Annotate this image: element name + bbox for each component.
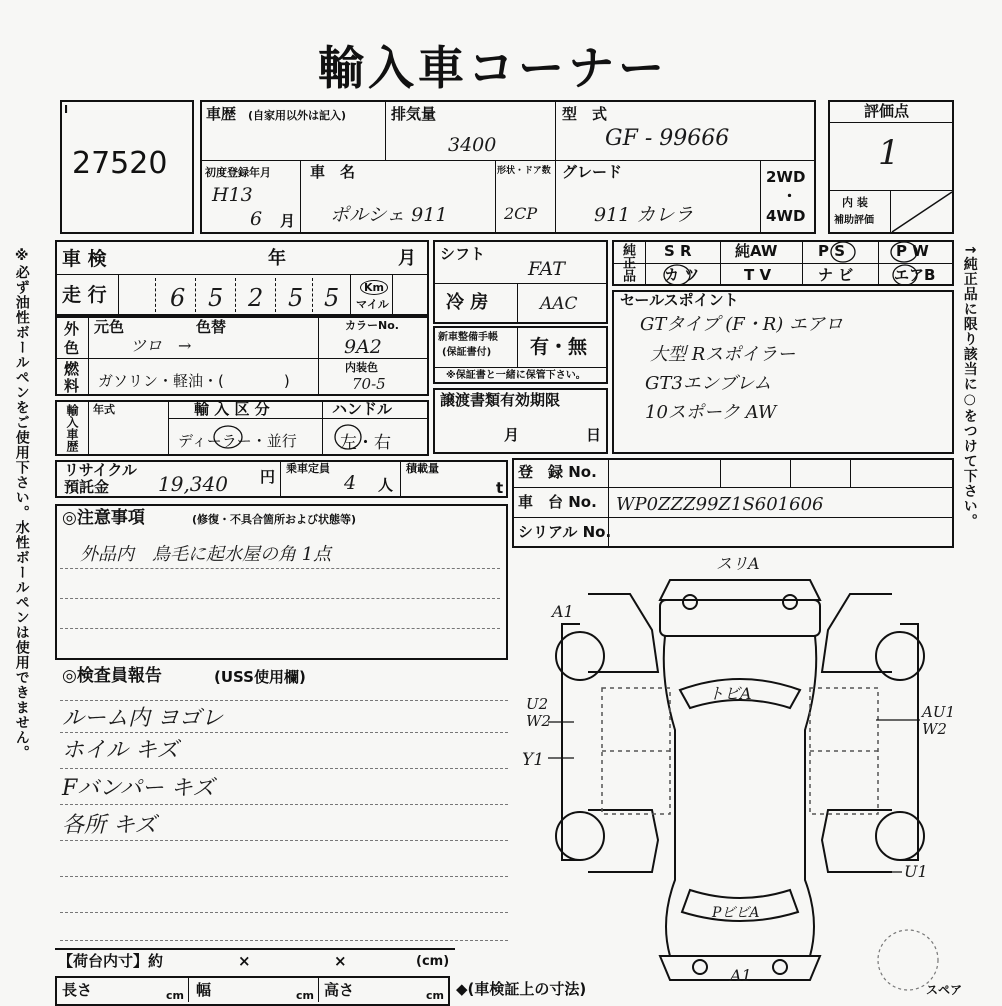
rating-label: 評価点 [864,102,910,120]
int-color-value: 70-5 [352,375,386,393]
lot-number: 27520 [72,146,168,181]
person-unit: 人 [378,476,394,494]
option-aw: 純AW [735,242,778,260]
grade-label: グレード [562,163,623,181]
chassis-label: 車 台 No. [518,493,597,511]
warranty-value: 有・無 [530,336,588,358]
mark-right-mid: AU1 W2 [922,703,956,738]
km-unit: Km [360,280,388,295]
option-pw: P W [896,242,929,260]
mile-unit: マイル [356,298,389,311]
interior-sub: 補助評価 [834,215,874,226]
page-title: 輸入車コーナー [318,41,668,95]
inspector-sub: (USS使用欄) [214,668,306,686]
inspector-label: ◎検査員報告 [62,666,162,686]
shift-label: シフト [440,245,486,263]
length-label: 長さ [62,981,93,999]
sales-point-4: 10スポーク AW [645,402,777,423]
genuine-label: 純正品 [620,243,635,282]
left-note: ※必ず油性ボールペンをご使用下さい。水性ボールペンは使用できません。 [13,248,30,760]
option-ps: P S [818,242,846,260]
grade-value: 911 カレラ [594,204,694,226]
shaken-label: 車 検 [62,248,107,270]
orig-color-value: ツロ → [130,336,192,355]
mark-left-y: Y1 [522,750,545,770]
mileage-digit-2: 5 [208,284,224,312]
first-reg-month: 6 [250,208,263,230]
mileage-digit-4: 5 [288,284,304,312]
ac-value: AAC [540,294,578,314]
model-value: GF - 99666 [605,126,730,151]
displacement-value: 3400 [448,134,497,156]
shaken-month-unit: 月 [398,248,416,269]
capacity-value: 4 [344,472,357,494]
model-label: 型 式 [562,105,608,123]
ton-unit: t [496,479,504,497]
rating-slash [890,190,954,234]
cargo-label: 【荷台内寸】約 [58,952,164,970]
mileage-digit-5: 5 [324,284,340,312]
car-name-label: 車 名 [310,163,356,181]
mileage-label: 走 行 [62,284,107,306]
right-note: ↑純正品に限り該当に○をつけて下さい。 [961,244,978,529]
warranty-label: 新車整備手帳 [438,332,498,343]
reg-label: 登 録 No. [518,463,597,481]
displacement-label: 排気量 [391,105,437,123]
inspector-note-4: 各所 キズ [62,813,157,838]
ac-label: 冷 房 [446,292,489,313]
sales-point-2: 大型 Rスポイラー [650,344,796,365]
import-type-value: ディーラー・並行 [178,432,297,450]
transfer-month-unit: 月 [504,426,520,444]
transfer-label: 譲渡書類有効期限 [440,391,561,409]
recycle-amount: 19,340 [158,472,228,496]
inspector-note-3: Fバンパー キズ [62,776,215,801]
width-label: 幅 [196,981,212,999]
mark-right-rear: U1 [904,862,928,881]
car-name-value: ポルシェ 911 [330,204,448,226]
sales-point-3: GT3エンブレム [645,373,772,394]
mark-left-mid: U2 W2 [526,695,551,730]
spare-label: スペア [926,983,963,997]
ext-color-label-1: 外 [64,320,80,338]
shift-value: FAT [528,258,565,280]
transfer-day-unit: 日 [586,426,602,444]
option-airbag: エアB [894,266,936,284]
capacity-label: 乗車定員 [286,462,330,475]
import-type-label: 輸 入 区 分 [194,400,270,418]
int-color-label: 内装色 [345,361,378,374]
rating-value: 1 [878,133,900,173]
notes-label: ◎注意事項 [62,508,145,528]
length-cm: cm [166,989,184,1002]
history-label: 車歴 [206,105,237,123]
vehicle-cert-note: ◆(車検証上の寸法) [456,980,587,998]
width-cm: cm [296,989,314,1002]
sales-point-label: セールスポイント [620,291,739,309]
mileage-digit-3: 2 [248,284,264,312]
color-no-value: 9A2 [344,336,382,358]
cargo-times-1: × [238,952,251,970]
recycle-label-2: 預託金 [64,478,110,496]
load-label: 積載量 [406,462,439,475]
ext-color-label-2: 色 [64,339,80,357]
height-label: 高さ [324,981,355,999]
history-note: (自家用以外は記入) [248,109,347,122]
drive-4wd: 4WD [766,207,806,225]
sales-point-1: GTタイプ (F・R) エアロ [640,314,844,335]
option-sr: S R [664,242,692,260]
car-diagram [540,560,963,1000]
handle-label: ハンドル [332,400,393,418]
drive-2wd: 2WD [766,168,806,186]
serial-label: シリアル No. [518,523,612,541]
first-reg-month-unit: 月 [280,212,296,230]
import-history-label: 輸入車歴 [65,404,79,452]
body-label: 形状・ドア数 [497,166,551,176]
option-tv: T V [744,266,772,284]
repaint-label: 色替 [196,318,227,336]
fuel-options: ガソリン・軽油・( ) [98,372,290,390]
first-reg-label: 初度登録年月 [205,166,271,179]
warranty-note: ※保証書と一緒に保管下さい。 [446,370,586,381]
mark-top: スリA [716,554,760,573]
option-circles [612,240,954,286]
body-value: 2CP [504,204,538,223]
inspector-note-1: ルーム内 ヨゴレ [62,706,223,731]
cargo-cm-paren: (cm) [416,954,450,969]
recycle-label-1: リサイクル [64,461,137,479]
lot-prefix: I [64,103,69,116]
inspector-note-2: ホイル キズ [62,738,179,763]
shaken-year-unit: 年 [268,248,286,269]
warranty-sub: (保証書付) [442,347,492,358]
orig-color-label: 元色 [94,318,125,336]
fuel-label-1: 燃 [64,360,80,378]
import-circles [168,418,429,456]
option-cassette: カ ツ [664,266,700,284]
handle-value: 左・右 [340,433,391,453]
note-line-1: 外品内 鳥毛に起水屋の角 1点 [80,544,332,565]
yen-unit: 円 [260,468,276,486]
mark-windshield: トビA [708,684,752,703]
chassis-value: WP0ZZZ99Z1S601606 [616,494,824,515]
model-year-label: 年式 [93,403,115,416]
drive-dot: ・ [782,187,798,205]
mark-left-front: A1 [552,602,574,621]
cargo-times-2: × [334,952,347,970]
notes-sub: (修復・不具合箇所および状態等) [192,513,357,526]
mark-rear: PビビA [712,905,760,921]
interior-label: 内 装 [842,196,868,209]
color-no-label: カラーNo. [345,319,399,332]
mileage-digit-1: 6 [170,284,186,312]
fuel-label-2: 料 [64,377,80,395]
option-navi: ナ ビ [818,266,854,284]
height-cm: cm [426,989,444,1002]
first-reg-year: H13 [212,184,253,206]
mark-bottom: A1 [730,966,752,985]
